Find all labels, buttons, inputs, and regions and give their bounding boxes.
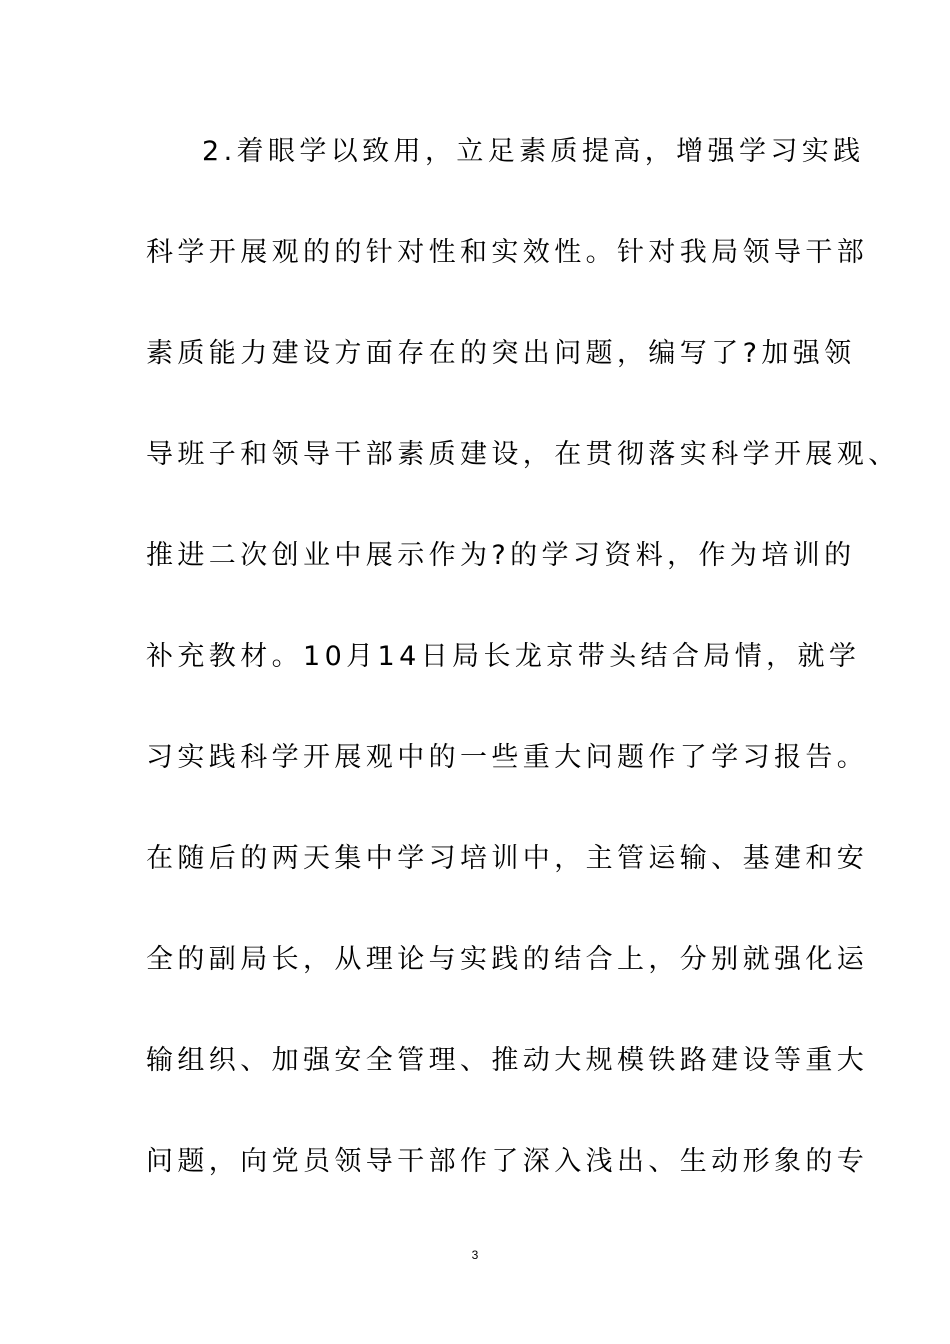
page-number: 3 <box>471 1248 479 1262</box>
text-line: 推进二次创业中展示作为?的学习资料，作为培训的 <box>146 540 856 571</box>
body-paragraph <box>146 120 900 1231</box>
text-line: 问题，向党员领导干部作了深入浅出、生动形象的专 <box>146 1146 869 1177</box>
text-line: 2.着眼学以致用，立足素质提高，增强学习实践 <box>202 136 865 167</box>
text-line: 科学开展观的的针对性和实效性。针对我局领导干部 <box>146 237 869 268</box>
text-line: 补充教材。10月14日局长龙京带头结合局情，就学 <box>146 641 861 672</box>
text-line: 全的副局长，从理论与实践的结合上，分别就强化运 <box>146 944 869 975</box>
text-line: 习实践科学开展观中的一些重大问题作了学习报告。 <box>146 742 869 773</box>
text-line: 导班子和领导干部素质建设，在贯彻落实科学开展观、 <box>146 439 900 470</box>
text-line: 在随后的两天集中学习培训中，主管运输、基建和安 <box>146 843 869 874</box>
text-line: 输组织、加强安全管理、推动大规模铁路建设等重大 <box>146 1045 869 1076</box>
text-line: 素质能力建设方面存在的突出问题，编写了?加强领 <box>146 338 856 369</box>
